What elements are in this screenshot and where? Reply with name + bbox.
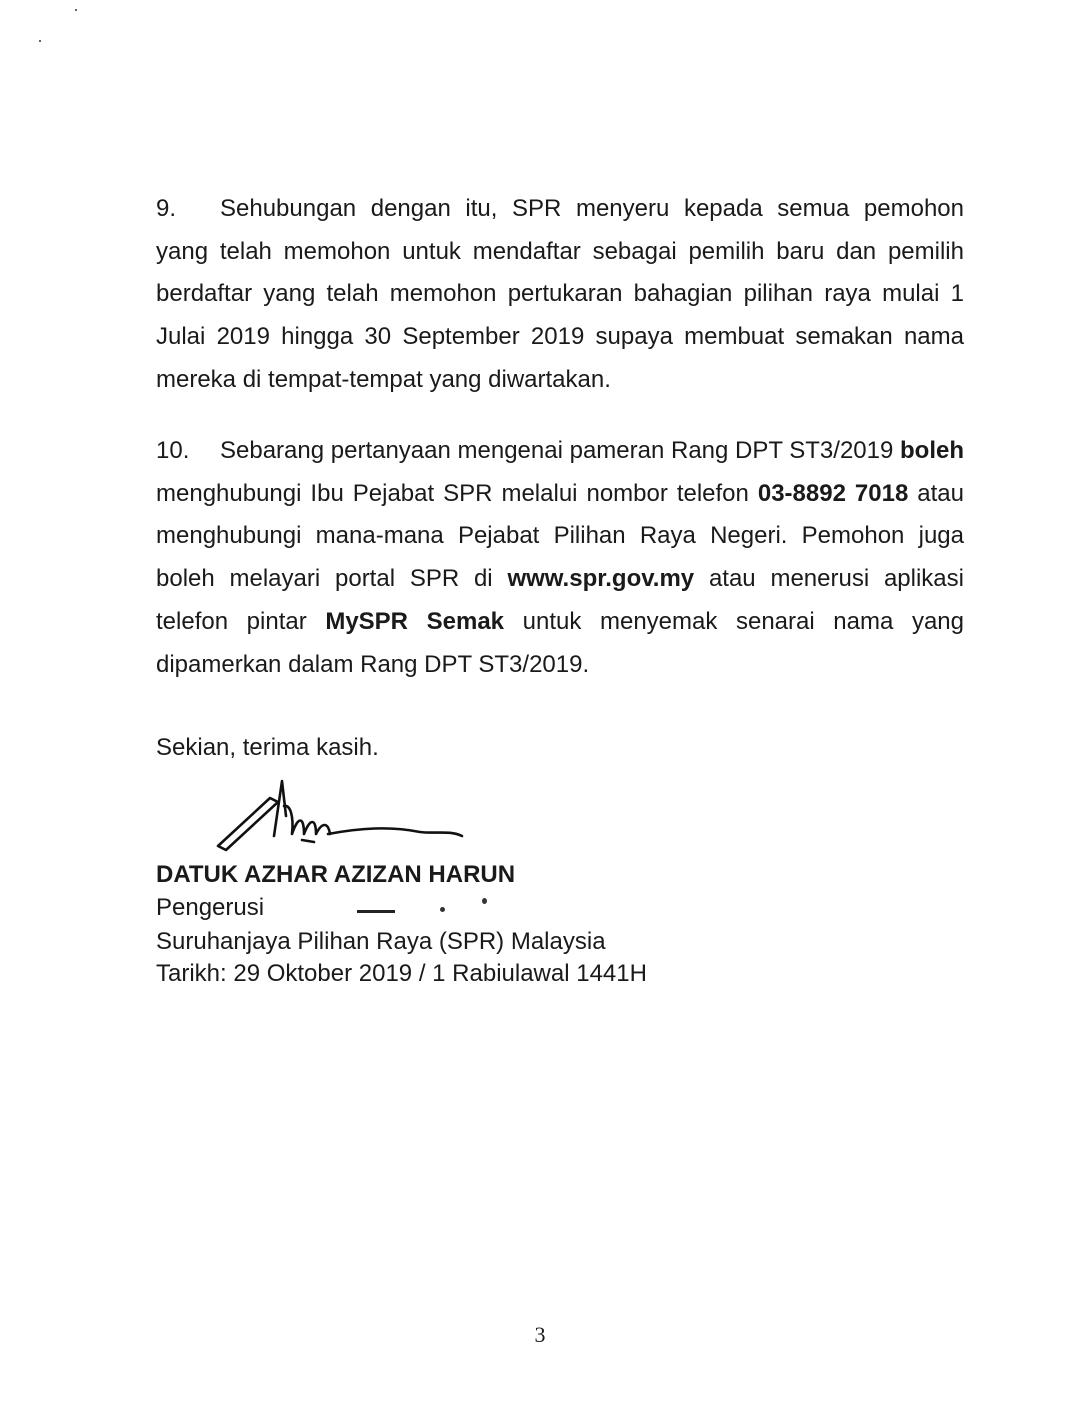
page-number: 3 xyxy=(534,1322,546,1347)
paragraph-number: 9. xyxy=(156,195,177,222)
website-link: www.spr.gov.my xyxy=(507,565,695,593)
app-name: MySPR Semak xyxy=(325,607,505,635)
stamp-mark xyxy=(357,910,395,913)
paragraph-text: atau menerusi aplikasi telefon pintar xyxy=(156,565,964,635)
paragraph-number: 10. xyxy=(156,437,190,464)
paragraph-text: untuk menyemak senarai nama yang dipamerkan dalam Rang DPT ST3/2019. xyxy=(156,607,964,678)
signatory-title: Pengerusi xyxy=(156,894,265,921)
paragraph-text: menghubungi Ibu Pejabat SPR melalui nombor telefon xyxy=(156,479,758,507)
closing-line: Sekian, terima kasih. xyxy=(156,734,379,761)
scan-speck xyxy=(75,9,77,11)
bold-word: boleh xyxy=(900,437,965,464)
phone-number: 03-8892 7018 xyxy=(757,479,909,507)
paragraph-10 xyxy=(156,430,964,686)
stamp-dot xyxy=(482,898,487,904)
document-date: Tarikh: 29 Oktober 2019 / 1 Rabiulawal 1441H xyxy=(156,960,647,987)
stamp-dot xyxy=(440,907,445,912)
paragraph-text: Sehubungan dengan itu, SPR menyeru kepada semua pemohon yang telah memohon untuk mendaftar sebagai pemilih baru dan pemilih berdaftar yang telah memohon pertukaran bahagian pilihan raya mulai 1 Julai 2019 hingga 30 September 2019 supaya membuat semakan nama mereka di tempat-tempat yang diwartakan. xyxy=(156,195,964,393)
scan-speck xyxy=(39,40,41,42)
paragraph-text: Sebarang pertanyaan mengenai pameran Rang DPT ST3/2019 xyxy=(220,437,901,464)
signatory-organization: Suruhanjaya Pilihan Raya (SPR) Malaysia xyxy=(156,928,606,955)
paragraph-9 xyxy=(156,188,964,402)
signatory-name: DATUK AZHAR AZIZAN HARUN xyxy=(156,861,516,888)
paragraph-text: atau menghubungi mana-mana Pejabat Pilihan Raya Negeri. Pemohon juga boleh melayari portal SPR di xyxy=(156,479,964,593)
